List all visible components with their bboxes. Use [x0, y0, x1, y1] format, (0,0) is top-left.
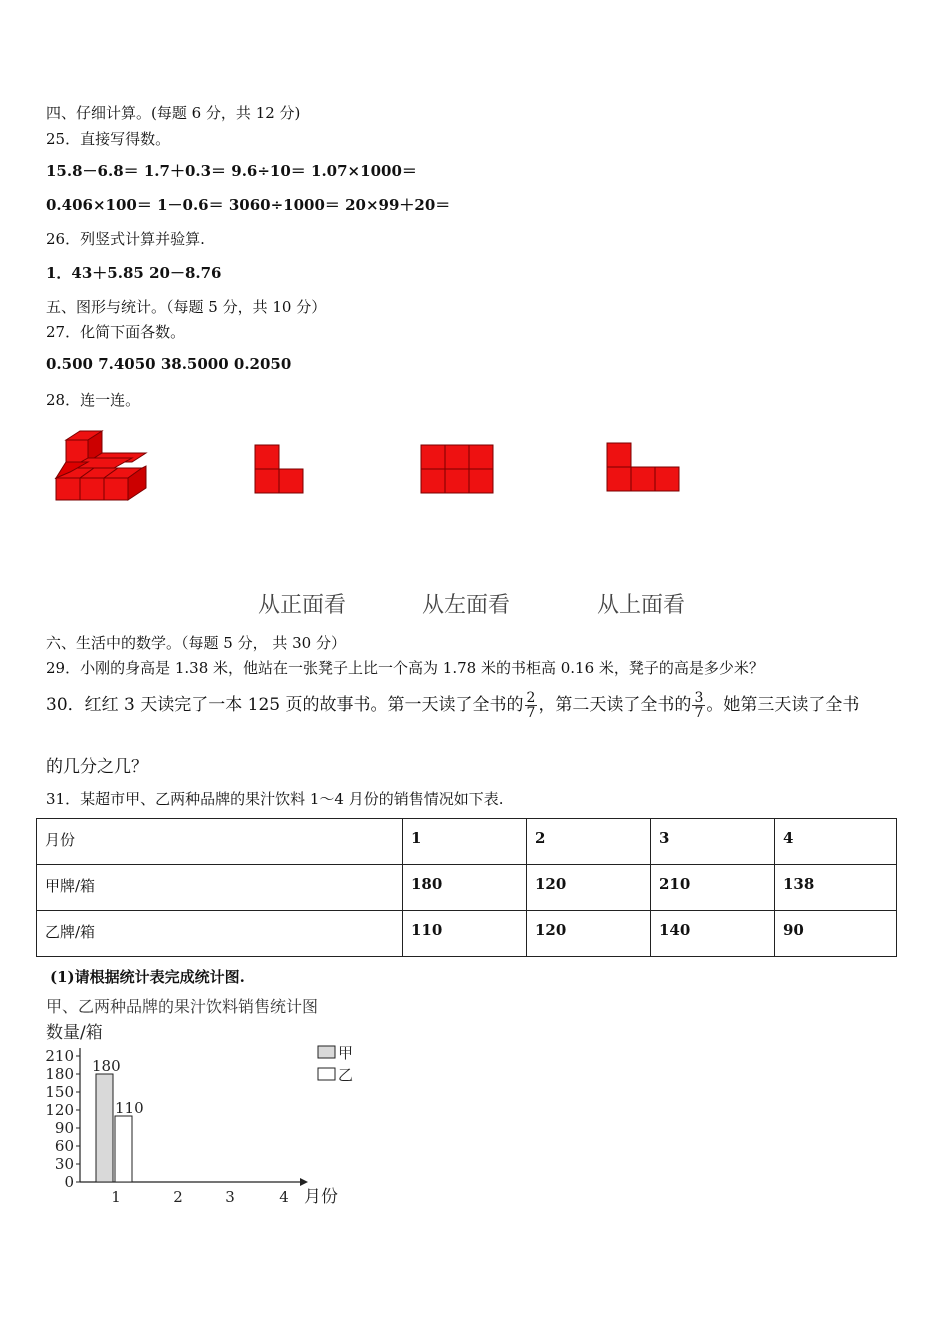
chart-x-label: 月份	[304, 1187, 338, 1207]
question-29: 29．小刚的身高是 1.38 米，他站在一张凳子上比一个高为 1.78 米的书柜高 0.16 米，凳子的高是多少米？	[46, 659, 764, 677]
table-cell: 180	[403, 865, 527, 911]
legend-label-jia: 甲	[338, 1044, 354, 1062]
y-tick-label: 120	[45, 1101, 74, 1119]
table-header-cell: 3	[651, 819, 775, 865]
question-30-line-2: 的几分之几？	[46, 757, 148, 777]
question-25-label: 25．直接写得数。	[46, 130, 171, 148]
legend-swatch-jia	[318, 1046, 335, 1058]
table-row-label: 乙牌/箱	[37, 911, 403, 957]
y-tick-label: 150	[45, 1083, 74, 1101]
y-tick-label: 60	[54, 1137, 74, 1155]
table-header-cell: 4	[775, 819, 897, 865]
bar-甲	[96, 1074, 113, 1182]
question-30-text-1: 30．红红 3 天读完了一本 125 页的故事书。第一天读了全书的	[46, 695, 524, 715]
x-tick-label: 2	[173, 1188, 183, 1206]
question-30-text-2: ，第二天读了全书的	[538, 695, 692, 715]
bar-乙	[115, 1116, 132, 1182]
question-25-row-2: 0.406×100＝ 1－0.6＝ 3060÷1000＝ 20×99＋20＝	[46, 196, 451, 214]
bar-value-label: 110	[115, 1099, 144, 1117]
question-28-label: 28．连一连。	[46, 391, 141, 409]
y-tick-label: 30	[54, 1155, 74, 1173]
question-26-row: 1．43＋5.85 20－8.76	[46, 264, 222, 282]
table-header-cell: 2	[527, 819, 651, 865]
x-tick-label: 4	[279, 1188, 289, 1206]
section-6-title: 六、生活中的数学。（每题 5 分， 共 30 分）	[46, 634, 346, 652]
view-label-top: 从上面看	[597, 593, 686, 618]
chart-y-label: 数量/箱	[46, 1023, 103, 1043]
table-header-cell: 1	[403, 819, 527, 865]
question-26-label: 26．列竖式计算并验算.	[46, 230, 205, 248]
question-30-text-3: 。她第三天读了全书	[706, 695, 860, 715]
question-31-label: 31．某超市甲、乙两种品牌的果汁饮料 1～4 月份的销售情况如下表.	[46, 790, 504, 808]
table-cell: 120	[527, 911, 651, 957]
chart-title: 甲、乙两种品牌的果汁饮料销售统计图	[46, 997, 319, 1016]
section-4-title: 四、仔细计算。(每题 6 分，共 12 分)	[46, 104, 301, 122]
table-header-month: 月份	[37, 819, 403, 865]
x-tick-label: 1	[111, 1188, 121, 1206]
table-cell: 210	[651, 865, 775, 911]
view-label-left: 从左面看	[422, 593, 511, 618]
question-27-row: 0.500 7.4050 38.5000 0.2050	[46, 355, 292, 373]
y-tick-label: 0	[64, 1173, 74, 1191]
table-cell: 138	[775, 865, 897, 911]
table-cell: 90	[775, 911, 897, 957]
section-5-title: 五、图形与统计。（每题 5 分，共 10 分）	[46, 298, 327, 316]
fraction-2-7: $\frac{2}{7}$	[526, 690, 536, 721]
table-cell: 110	[403, 911, 527, 957]
table-cell: 120	[527, 865, 651, 911]
x-axis-arrow	[300, 1178, 308, 1186]
bar-value-label: 180	[92, 1057, 121, 1075]
x-tick-label: 3	[225, 1188, 235, 1206]
question-27-label: 27．化简下面各数。	[46, 323, 186, 341]
fraction-3-7: $\frac{3}{7}$	[694, 690, 704, 721]
question-31-sub-1: (1)请根据统计表完成统计图.	[50, 968, 245, 986]
view-label-front: 从正面看	[258, 593, 347, 618]
question-25-row-1: 15.8－6.8＝ 1.7＋0.3＝ 9.6÷10＝ 1.07×1000＝	[46, 162, 417, 180]
y-tick-label: 180	[45, 1065, 74, 1083]
y-tick-label: 210	[45, 1047, 74, 1065]
legend-swatch-yi	[318, 1068, 335, 1080]
legend-label-yi: 乙	[338, 1066, 354, 1084]
table-cell: 140	[651, 911, 775, 957]
table-row-label: 甲牌/箱	[37, 865, 403, 911]
y-tick-label: 90	[54, 1119, 74, 1137]
